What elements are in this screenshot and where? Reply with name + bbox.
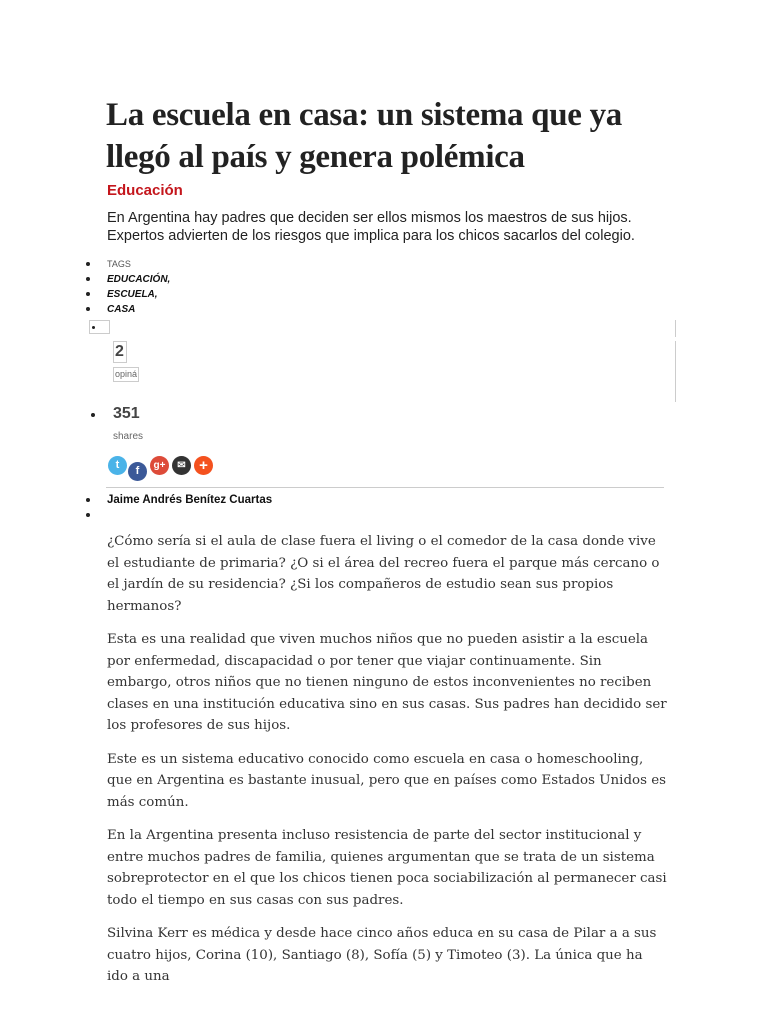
body-paragraph: ¿Cómo sería si el aula de clase fuera el living o el comedor de la casa donde vive el estudiante de primaria? ¿O si el área del recreo fuera el parque más cercano o el jardín de su residencia? ¿Si los compañeros de estudio sean sus propios hermanos?: [107, 534, 660, 614]
tag-item[interactable]: [84, 287, 170, 302]
tags-heading: [84, 257, 170, 272]
tag-escuela[interactable]: ESCUELA,: [107, 289, 158, 300]
shares-count: 351: [113, 405, 140, 422]
tags-heading-label: TAGS: [107, 259, 131, 269]
twitter-icon[interactable]: t: [108, 456, 127, 475]
author-name[interactable]: Jaime Andrés Benítez Cuartas: [107, 494, 273, 506]
google-plus-icon[interactable]: g+: [150, 456, 169, 475]
article-body: [107, 531, 667, 1000]
comments-count[interactable]: 2: [113, 341, 127, 363]
author-item: [84, 493, 272, 508]
body-paragraph: Este es un sistema educativo conocido como escuela en casa o homeschooling, que en Argentina es bastante inusual, pero que en países como Estados Unidos es más común.: [107, 751, 667, 810]
author-empty-item: [84, 508, 272, 523]
tag-item[interactable]: [84, 272, 170, 287]
divider-vertical: [675, 320, 676, 337]
body-paragraph: Esta es una realidad que viven muchos niños que no pueden asistir a la escuela por enfermedad, discapacidad o por tener que viajar continuamente. Sin embargo, otros niños que no tienen ninguno de estos inconvenientes no reciben clases en una institución educativa sino en sus casas. Sus padres han decidido ser los profesores de sus hijos.: [107, 632, 667, 733]
shares-label: shares: [113, 431, 144, 442]
comments-label[interactable]: opiná: [113, 367, 139, 382]
author-list: [84, 493, 272, 523]
article-lead: En Argentina hay padres que deciden ser ellos mismos los maestros de sus hijos. Expertos advierten de los riesgos que implica para los chicos sacarlos del colegio.: [107, 210, 635, 244]
more-icon[interactable]: +: [194, 456, 213, 475]
facebook-icon[interactable]: f: [128, 462, 147, 481]
email-icon[interactable]: ✉: [172, 456, 191, 475]
article-title: La escuela en casa: un sistema que ya llegó al país y genera polémica: [106, 97, 622, 175]
divider-vertical: [675, 341, 676, 402]
tag-item[interactable]: [84, 302, 170, 317]
section-link[interactable]: Educación: [107, 182, 183, 199]
body-paragraph: Silvina Kerr es médica y desde hace cinco años educa en su casa de Pilar a a sus cuatro hijos, Corina (10), Santiago (8), Sofía (5) y Timoteo (3). La única que ha ido a una: [107, 926, 657, 984]
divider: [106, 487, 664, 488]
body-paragraph: En la Argentina presenta incluso resistencia de parte del sector institucional y entre muchos padres de familia, quienes argumentan que se trata de un sistema sobreprotector en el que los chicos tienen poca sociabilización al permanecer casi todo el tiempo en sus casas con sus padres.: [107, 828, 667, 908]
tags-list: [84, 257, 170, 317]
comments-bullet-box: [89, 320, 110, 334]
tag-educacion[interactable]: EDUCACIÓN,: [107, 274, 171, 285]
list-bullet: [91, 413, 95, 417]
tag-casa[interactable]: CASA: [107, 304, 136, 315]
